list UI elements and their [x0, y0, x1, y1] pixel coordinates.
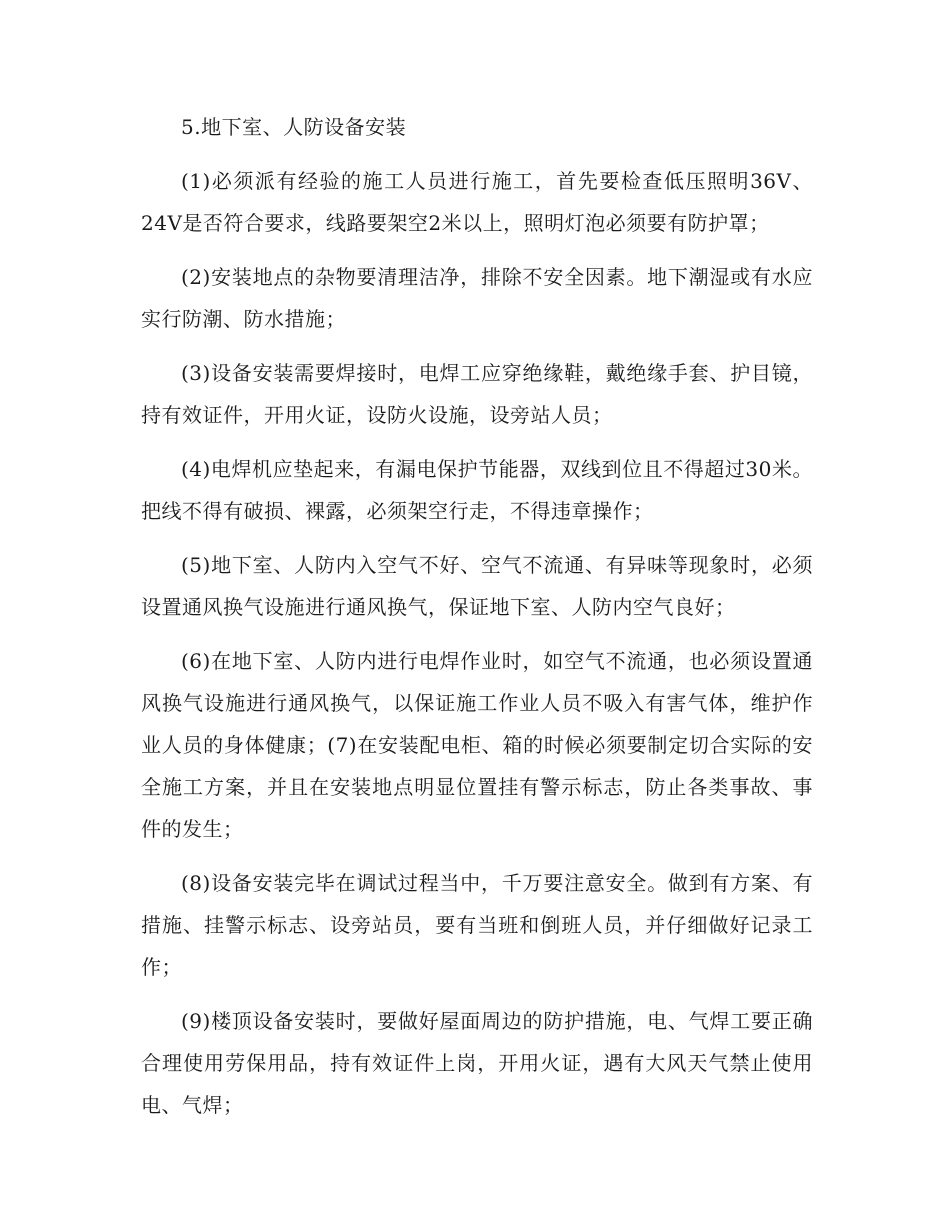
- paragraph-5: (5)地下室、人防内入空气不好、空气不流通、有异味等现象时，必须设置通风换气设施进行通风换气，保证地下室、人防内空气良好；: [141, 553, 813, 619]
- section-heading: 5.地下室、人防设备安装: [181, 115, 407, 139]
- paragraph-8: (8)设备安装完毕在调试过程当中，千万要注意安全。做到有方案、有措施、挂警示标志、设旁站员，要有当班和倒班人员，并仔细做好记录工作；: [141, 871, 813, 979]
- paragraph-3: (3)设备安装需要焊接时，电焊工应穿绝缘鞋，戴绝缘手套、护目镜，持有效证件，开用火证，设防火设施，设旁站人员；: [141, 361, 813, 427]
- paragraph-4: (4)电焊机应垫起来，有漏电保护节能器，双线到位且不得超过30米。把线不得有破损、裸露，必须架空行走，不得违章操作；: [141, 457, 813, 523]
- paragraph-2: (2)安装地点的杂物要清理洁净，排除不安全因素。地下潮湿或有水应实行防潮、防水措施；: [141, 265, 813, 331]
- document-body: [141, 106, 813, 1138]
- paragraph-9: (9)楼顶设备安装时，要做好屋面周边的防护措施，电、气焊工要正确合理使用劳保用品，持有效证件上岗，开用火证，遇有大风天气禁止使用电、气焊；: [141, 1009, 813, 1117]
- paragraph-1: (1)必须派有经验的施工人员进行施工，首先要检查低压照明36V、24V是否符合要求，线路要架空2米以上，照明灯泡必须要有防护罩；: [141, 169, 813, 235]
- paragraph-6-7: (6)在地下室、人防内进行电焊作业时，如空气不流通，也必须设置通风换气设施进行通风换气，以保证施工作业人员不吸入有害气体，维护作业人员的身体健康；(7)在安装配电柜、箱的时候必须要制定切合实际的安全施工方案，并且在安装地点明显位置挂有警示标志，防止各类事故、事件的发生；: [141, 649, 813, 841]
